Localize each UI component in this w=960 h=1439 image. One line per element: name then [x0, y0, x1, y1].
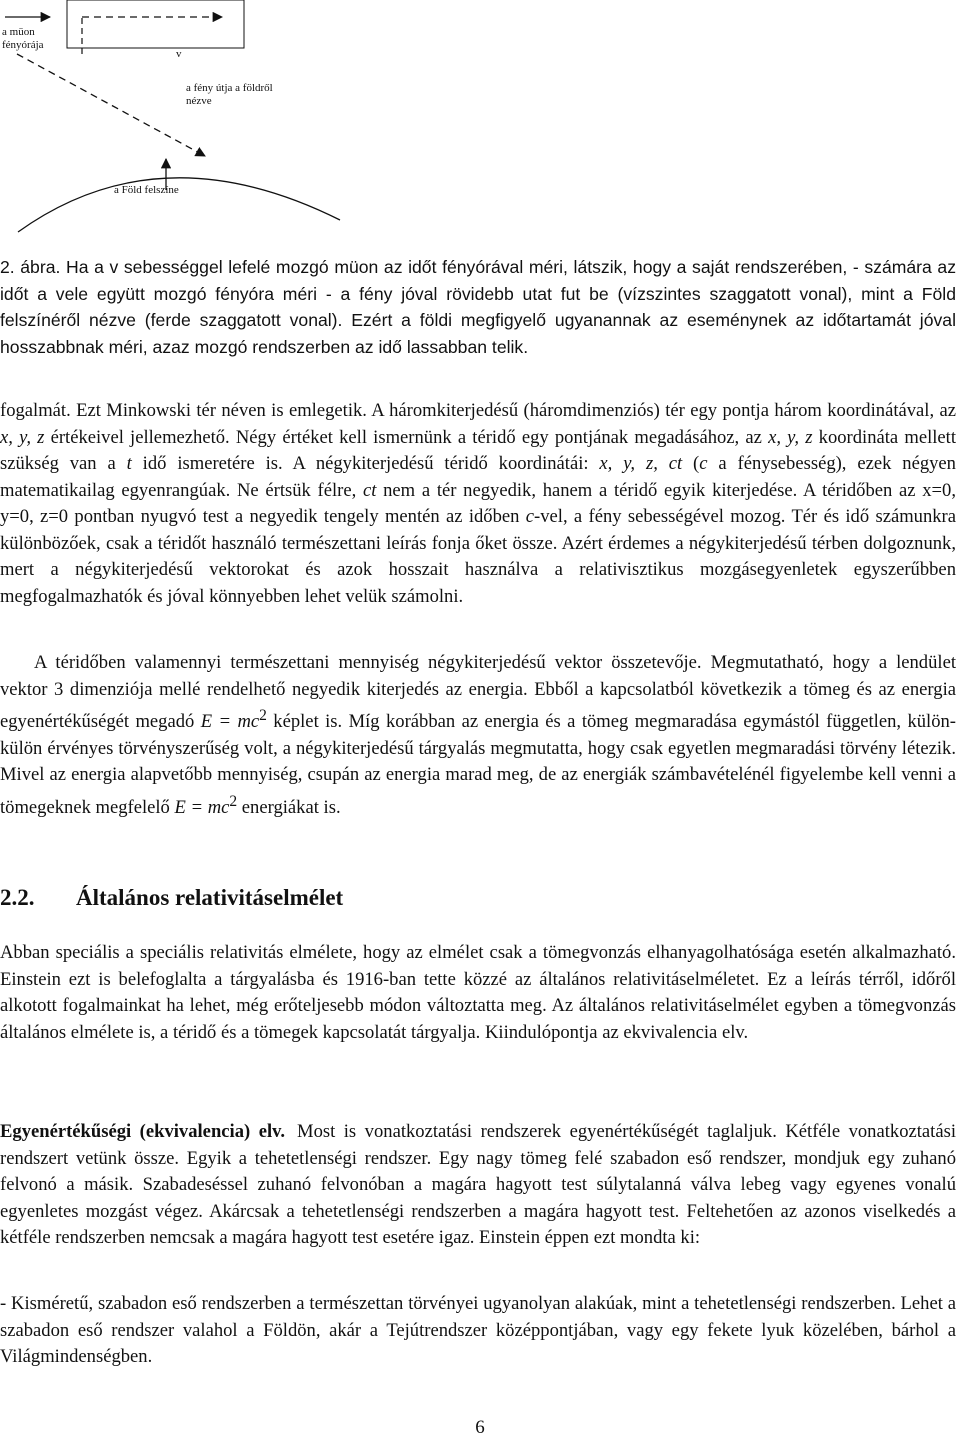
text-segment: -vel, a fény sebességével mozog. Tér és idő számunkra különbözőek, csak a téridőt használó természettani leírás fonja őket össze. Azért érdemes a négykiterjedésű térben dolgoznunk, mert a négykiterjedésű vektorokat és azok hosszait használva a relativisztikus mozgásegyenletek egyszerűbben megfogalmazhatók és jóval könnyebben lehet velük számolni.: [0, 506, 956, 607]
math-c: c: [525, 506, 535, 527]
text-segment: a fénysebesség), ezek négyen matematikailag egyenrangúak. Ne értsük félre,: [0, 453, 956, 501]
equivalence-text: Most is vonatkoztatási rendszerek egyenértékűségét taglaljuk. Kétféle vonatkoztatási rendszert vetünk össze. Egyik a tehetetlenségi rendszer. Egy nagy tömeg felé szabadon eső rendszer, mondjuk egy zuhanó felvonó a másik. Szabadeséssel zuhanó felvonóban a magára hagyott test súlytalanná válva lebeg vagy egyenes vonalú egyenletes mozgást végez. Akárcsak a tehetetlenségi rendszerben a magára hagyott test. Feltehetően az azonos viselkedés a kétféle rendszerben nemcsak a magára hagyott test esetére igaz. Einstein éppen ezt mondta ki:: [0, 1121, 956, 1248]
muon-light-clock-figure: [0, 0, 960, 240]
text-segment: A téridőben valamennyi természettani mennyiség négykiterjedésű vektor összetevője. Megmutatható, hogy a lendület vektor 3 dimenziója mellé rendelhető negyedik kiterjedés az energia. Ebből a kapcsolatból következik a tömeg és az energia egyenértékűségét megadó: [0, 652, 956, 733]
label-muon-clock-1: a müon: [2, 26, 35, 38]
paragraph-energy-mass: [0, 650, 956, 821]
equivalence-heading: Egyenértékűségi (ekvivalencia) elv.: [0, 1121, 286, 1142]
text-segment: fogalmát. Ezt Minkowski tér néven is emlegetik. A háromkiterjedésű (háromdimenziós) tér egy pontja három koordinátával, az: [0, 400, 956, 421]
text-segment: nem a tér negyedik, hanem a téridő egyik kiterjedése. A téridőben az x=0, y=0, z=0 pontban nyugvó test a negyedik tengely mentén az időben: [0, 479, 956, 527]
section-heading: [0, 885, 343, 911]
paragraph-equivalence-principle: [0, 1119, 956, 1252]
label-muon-clock-2: fényórája: [2, 39, 44, 51]
math-xyz: x, y, z: [768, 426, 813, 448]
text-segment: koordináta mellett szükség van a: [0, 426, 956, 474]
muon-clock-box: [67, 0, 244, 48]
paragraph-principle-statement: - Kisméretű, szabadon eső rendszerben a természettan törvényei ugyanolyan alakúak, mint a tehetetlenségi rendszerben. Lehet a szabadon eső rendszer valahol a Földön, akár a Tejútrendszer középpontjában, vagy egy fekete lyuk közelében, bárhol a Világmindenségben.: [0, 1293, 956, 1367]
label-velocity: v: [176, 48, 182, 60]
text-segment: idő ismeretére is. A négykiterjedésű téridő koordinátái:: [131, 453, 600, 474]
math-emc: E = mc: [174, 796, 230, 818]
section-number: 2.2.: [0, 885, 35, 910]
math-exponent: 2: [259, 707, 267, 724]
slanted-dashed-light-path: [17, 54, 205, 156]
math-ct: ct: [362, 479, 377, 501]
figure-caption-label: 2. ábra.: [0, 257, 61, 277]
figure-caption: [0, 254, 956, 360]
section-title: Általános relativitáselmélet: [76, 885, 344, 910]
earth-surface-arc: [18, 178, 340, 232]
text-segment: értékeivel jellemezhető. Négy értéket kell ismernünk a téridő egy pontjának megadásához, az: [44, 426, 769, 448]
text-segment: energiákat is.: [237, 796, 341, 818]
text-segment: (: [682, 453, 700, 474]
math-xyzct: x, y, z, ct: [599, 453, 683, 474]
math-t: t: [126, 453, 132, 474]
math-emc: E = mc: [200, 711, 260, 733]
label-earth-surface: a Föld felszíne: [114, 184, 179, 196]
text-segment: képlet is. Míg korábban az energia és a tömeg megmaradása egymástól független, külön-külön érvényes törvényszerűség volt, a négykiterjedésű tárgyalás megmutatta, hogy csak egyetlen megmaradási törvény létezik. Mivel az energia alapvetőbb mennyiség, csupán az energia marad meg, de az energiák számbavételénél figyelembe kell venni a tömegeknek megfelelő: [0, 711, 956, 818]
math-xyz: x, y, z: [0, 426, 45, 448]
math-exponent: 2: [229, 792, 238, 810]
paragraph-general-relativity: Abban speciális a speciális relativitás elmélete, hogy az elmélet csak a tömegvonzás elhanyagolhatósága esetén alkalmazható. Einstein ezt is belefoglalta a tárgyalásba és 1916-ban tette közzé az általános relativitáselméletet. Ez a leírás térről, időről alkotott fogalmainkat ha lehet, még erőteljesebb módon változtatta meg. Az általános relativitáselmélet egyben a tömegvonzás általános elmélete is, a téridő és a tömegek kapcsolatát tárgyalja. Kiindulópontja az ekvivalencia elv.: [0, 942, 956, 1043]
page-number: 6: [475, 1417, 485, 1438]
figure-caption-text: Ha a v sebességgel lefelé mozgó müon az időt fényórával méri, látszik, hogy a saját rendszerében, - számára az időt a vele együtt mozgó fényóra méri - a fény jóval rövidebb utat fut be (vízszintes szaggatott vonal), mint a Föld felszínéről nézve (ferde szaggatott vonal). Ezért a földi megfigyelő ugyanannak az eseménynek az időtartamát jóval hosszabbnak méri, azaz mozgó rendszerben az idő lassabban telik.: [0, 257, 956, 357]
math-c: c: [699, 453, 708, 474]
label-light-path-1: a fény útja a földről: [186, 82, 273, 94]
label-light-path-2: nézve: [186, 95, 212, 107]
paragraph-minkowski: [0, 398, 956, 610]
